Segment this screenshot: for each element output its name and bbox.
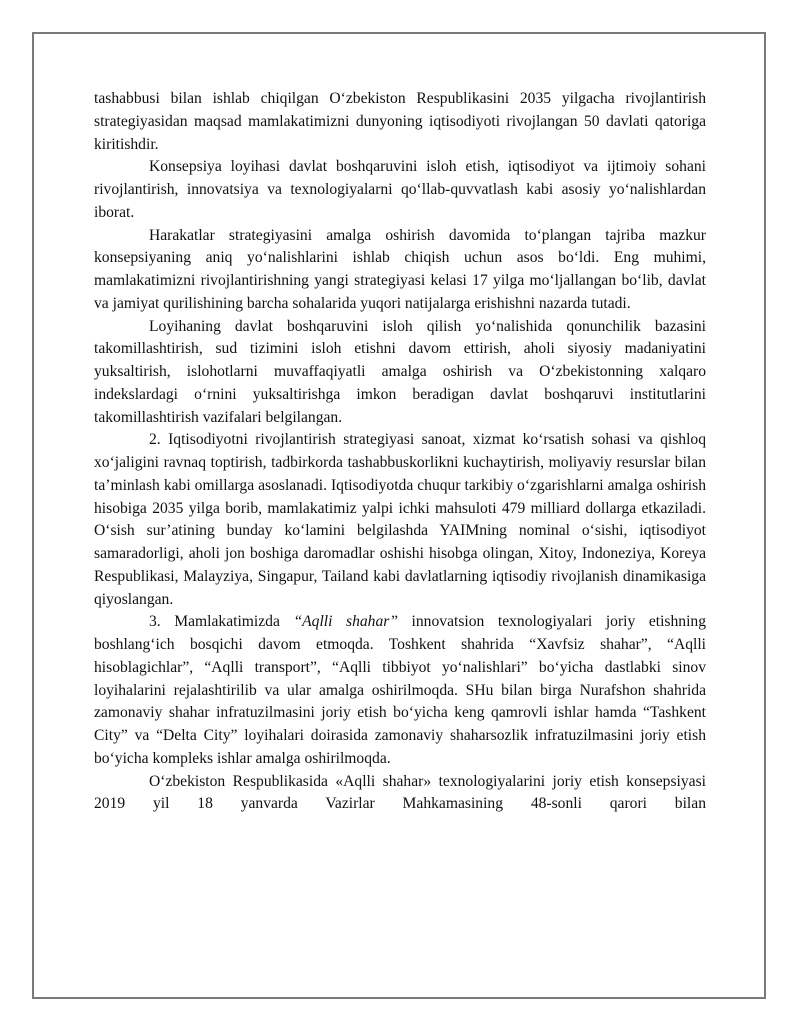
smart-city-text-after: innovatsion texnologiyalari joriy etishning boshlang‘ich bosqichi davom etmoqda. Toshkent shahrida “Xavfsiz shahar”, “Aqlli hisoblagichlar”, “Aqlli transport”, “Aqlli tibbiyot yo‘nalishlari” bo‘yicha dastlabki sinov loyihalarini rejalashtirilib va ular amalga oshirilmoqda. SHu bilan birga Nurafshon shahrida zamonaviy shahar infratuzilmasini joriy etish bo‘yicha keng qamrovli ishlar hamda “Tashkent City” va “Delta City” loyihalari doirasida zamonaviy shaharsozlik infratuzilmasini joriy etish bo‘yicha kompleks ishlar amalga oshirilmoqda. — [94, 613, 706, 767]
paragraph-concept-directions: Konsepsiya loyihasi davlat boshqaruvini isloh etish, iqtisodiyot va ijtimoiy sohani rivojlantirish, innovatsiya va texnologiyalarni qo‘llab-quvvatlash kabi asosiy yo‘nalishlardan iborat. — [94, 158, 706, 221]
paragraph-strategy-goal: tashabbusi bilan ishlab chiqilgan O‘zbekiston Respublikasini 2035 yilgacha rivojlantirish strategiyasidan maqsad mamlakatimizni dunyoning iqtisodiyoti rivojlangan 50 davlati qatoriga kiritishdir. — [94, 90, 706, 153]
smart-city-text-before: 3. Mamlakatimizda — [149, 613, 294, 631]
smart-city-italic-term: “Aqlli shahar” — [293, 613, 398, 631]
paragraph-action-strategy: Harakatlar strategiyasini amalga oshirish davomida to‘plangan tajriba mazkur konsepsiyaning aniq yo‘nalishlarini ishlab chiqish uchun asos bo‘ldi. Eng muhimi, mamlakatimizni rivojlantirishning yangi strategiyasi kelasi 17 yilga mo‘ljallangan bo‘lib, davlat va jamiyat qurilishining barcha sohalarida yuqori natijalarga erishishni nazarda tutadi. — [94, 226, 706, 312]
document-body — [94, 88, 706, 816]
paragraph-economic-strategy: 2. Iqtisodiyotni rivojlantirish strategiyasi sanoat, xizmat ko‘rsatish sohasi va qishloq xo‘jaligini ravnaq toptirish, tadbirkorda tashabbuskorlikni kuchaytirish, moliyaviy resurslar bilan ta’minlash kabi omillarga asoslanadi. Iqtisodiyotda chuqur tarkibiy o‘zgarishlarni amalga oshirish hisobiga 2035 yilga borib, mamlakatimiz yalpi ichki mahsuloti 479 milliard dollarga etkaziladi. O‘sish sur’atining bunday ko‘lamini belgilashda YAIMning nominal o‘sishi, iqtisodiyot samaradorligi, aholi jon boshiga daromadlar oshishi hisobga olingan, Xitoy, Indoneziya, Koreya Respublikasi, Malayziya, Singapur, Tailand kabi davlatlarning iqtisodiy rivojlanish dinamikasiga qiyoslangan. — [94, 431, 706, 608]
paragraph-smart-city — [94, 611, 706, 770]
paragraph-smart-city-concept: O‘zbekiston Respublikasida «Aqlli shahar» texnologiyalarini joriy etish konsepsiyasi 2019 yil 18 yanvarda Vazirlar Mahkamasining 48-sonli qarori bilan — [94, 772, 706, 813]
paragraph-public-administration: Loyihaning davlat boshqaruvini isloh qilish yo‘nalishida qonunchilik bazasini takomillashtirish, sud tizimini isloh etishni davom ettirish, aholi siyosiy madaniyatini yuksaltirish, islohotlarni muvaffaqiyatli amalga oshirish va O‘zbekistonning xalqaro indekslardagi o‘rnini yuksaltirishga imkon beradigan davlat boshqaruvi institutlarini takomillashtirish vazifalari belgilangan. — [94, 317, 706, 426]
